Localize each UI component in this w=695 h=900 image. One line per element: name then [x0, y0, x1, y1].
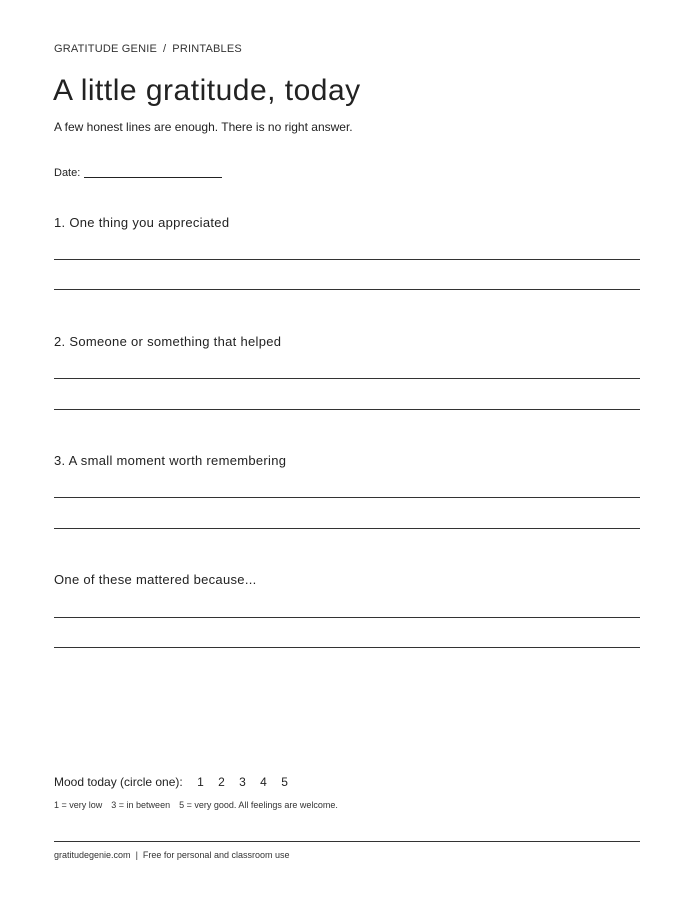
writing-line[interactable] [54, 378, 640, 379]
mood-label: Mood today (circle one): [54, 775, 183, 789]
writing-line[interactable] [54, 289, 640, 290]
breadcrumb-separator: / [163, 43, 167, 55]
page-subtitle: A few honest lines are enough. There is no right answer. [54, 120, 353, 134]
breadcrumb-section[interactable]: PRINTABLES [172, 43, 242, 55]
prompt-1: 1. One thing you appreciated [54, 215, 230, 230]
footer-separator: | [135, 850, 138, 860]
footer-divider [54, 841, 640, 842]
mood-option-2[interactable]: 2 [218, 775, 225, 789]
prompt-3: 3. A small moment worth remembering [54, 453, 287, 468]
writing-line[interactable] [54, 617, 640, 618]
writing-line[interactable] [54, 528, 640, 529]
footer [54, 850, 289, 860]
mood-legend-low: 1 = very low [54, 800, 103, 810]
writing-line[interactable] [54, 409, 640, 410]
footer-site-link[interactable]: gratitudegenie.com [54, 850, 131, 860]
date-field [54, 167, 222, 179]
writing-line[interactable] [54, 647, 640, 648]
writing-line[interactable] [54, 259, 640, 260]
mood-option-3[interactable]: 3 [239, 775, 246, 789]
breadcrumb [54, 43, 242, 55]
page-title: A little gratitude, today [53, 74, 361, 107]
date-write-line[interactable] [84, 167, 222, 178]
mood-option-5[interactable]: 5 [281, 775, 288, 789]
mood-option-1[interactable]: 1 [197, 775, 204, 789]
mood-legend [54, 800, 347, 810]
reflection-prompt: One of these mattered because... [54, 572, 257, 587]
footer-note: Free for personal and classroom use [142, 850, 290, 860]
mood-legend-high: 5 = very good. All feelings are welcome. [179, 800, 338, 810]
breadcrumb-site[interactable]: GRATITUDE GENIE [54, 43, 158, 55]
date-label: Date: [54, 167, 81, 179]
writing-line[interactable] [54, 497, 640, 498]
mood-legend-mid: 3 = in between [111, 800, 171, 810]
mood-option-4[interactable]: 4 [260, 775, 267, 789]
mood-scale [54, 775, 288, 789]
prompt-2: 2. Someone or something that helped [54, 334, 282, 349]
